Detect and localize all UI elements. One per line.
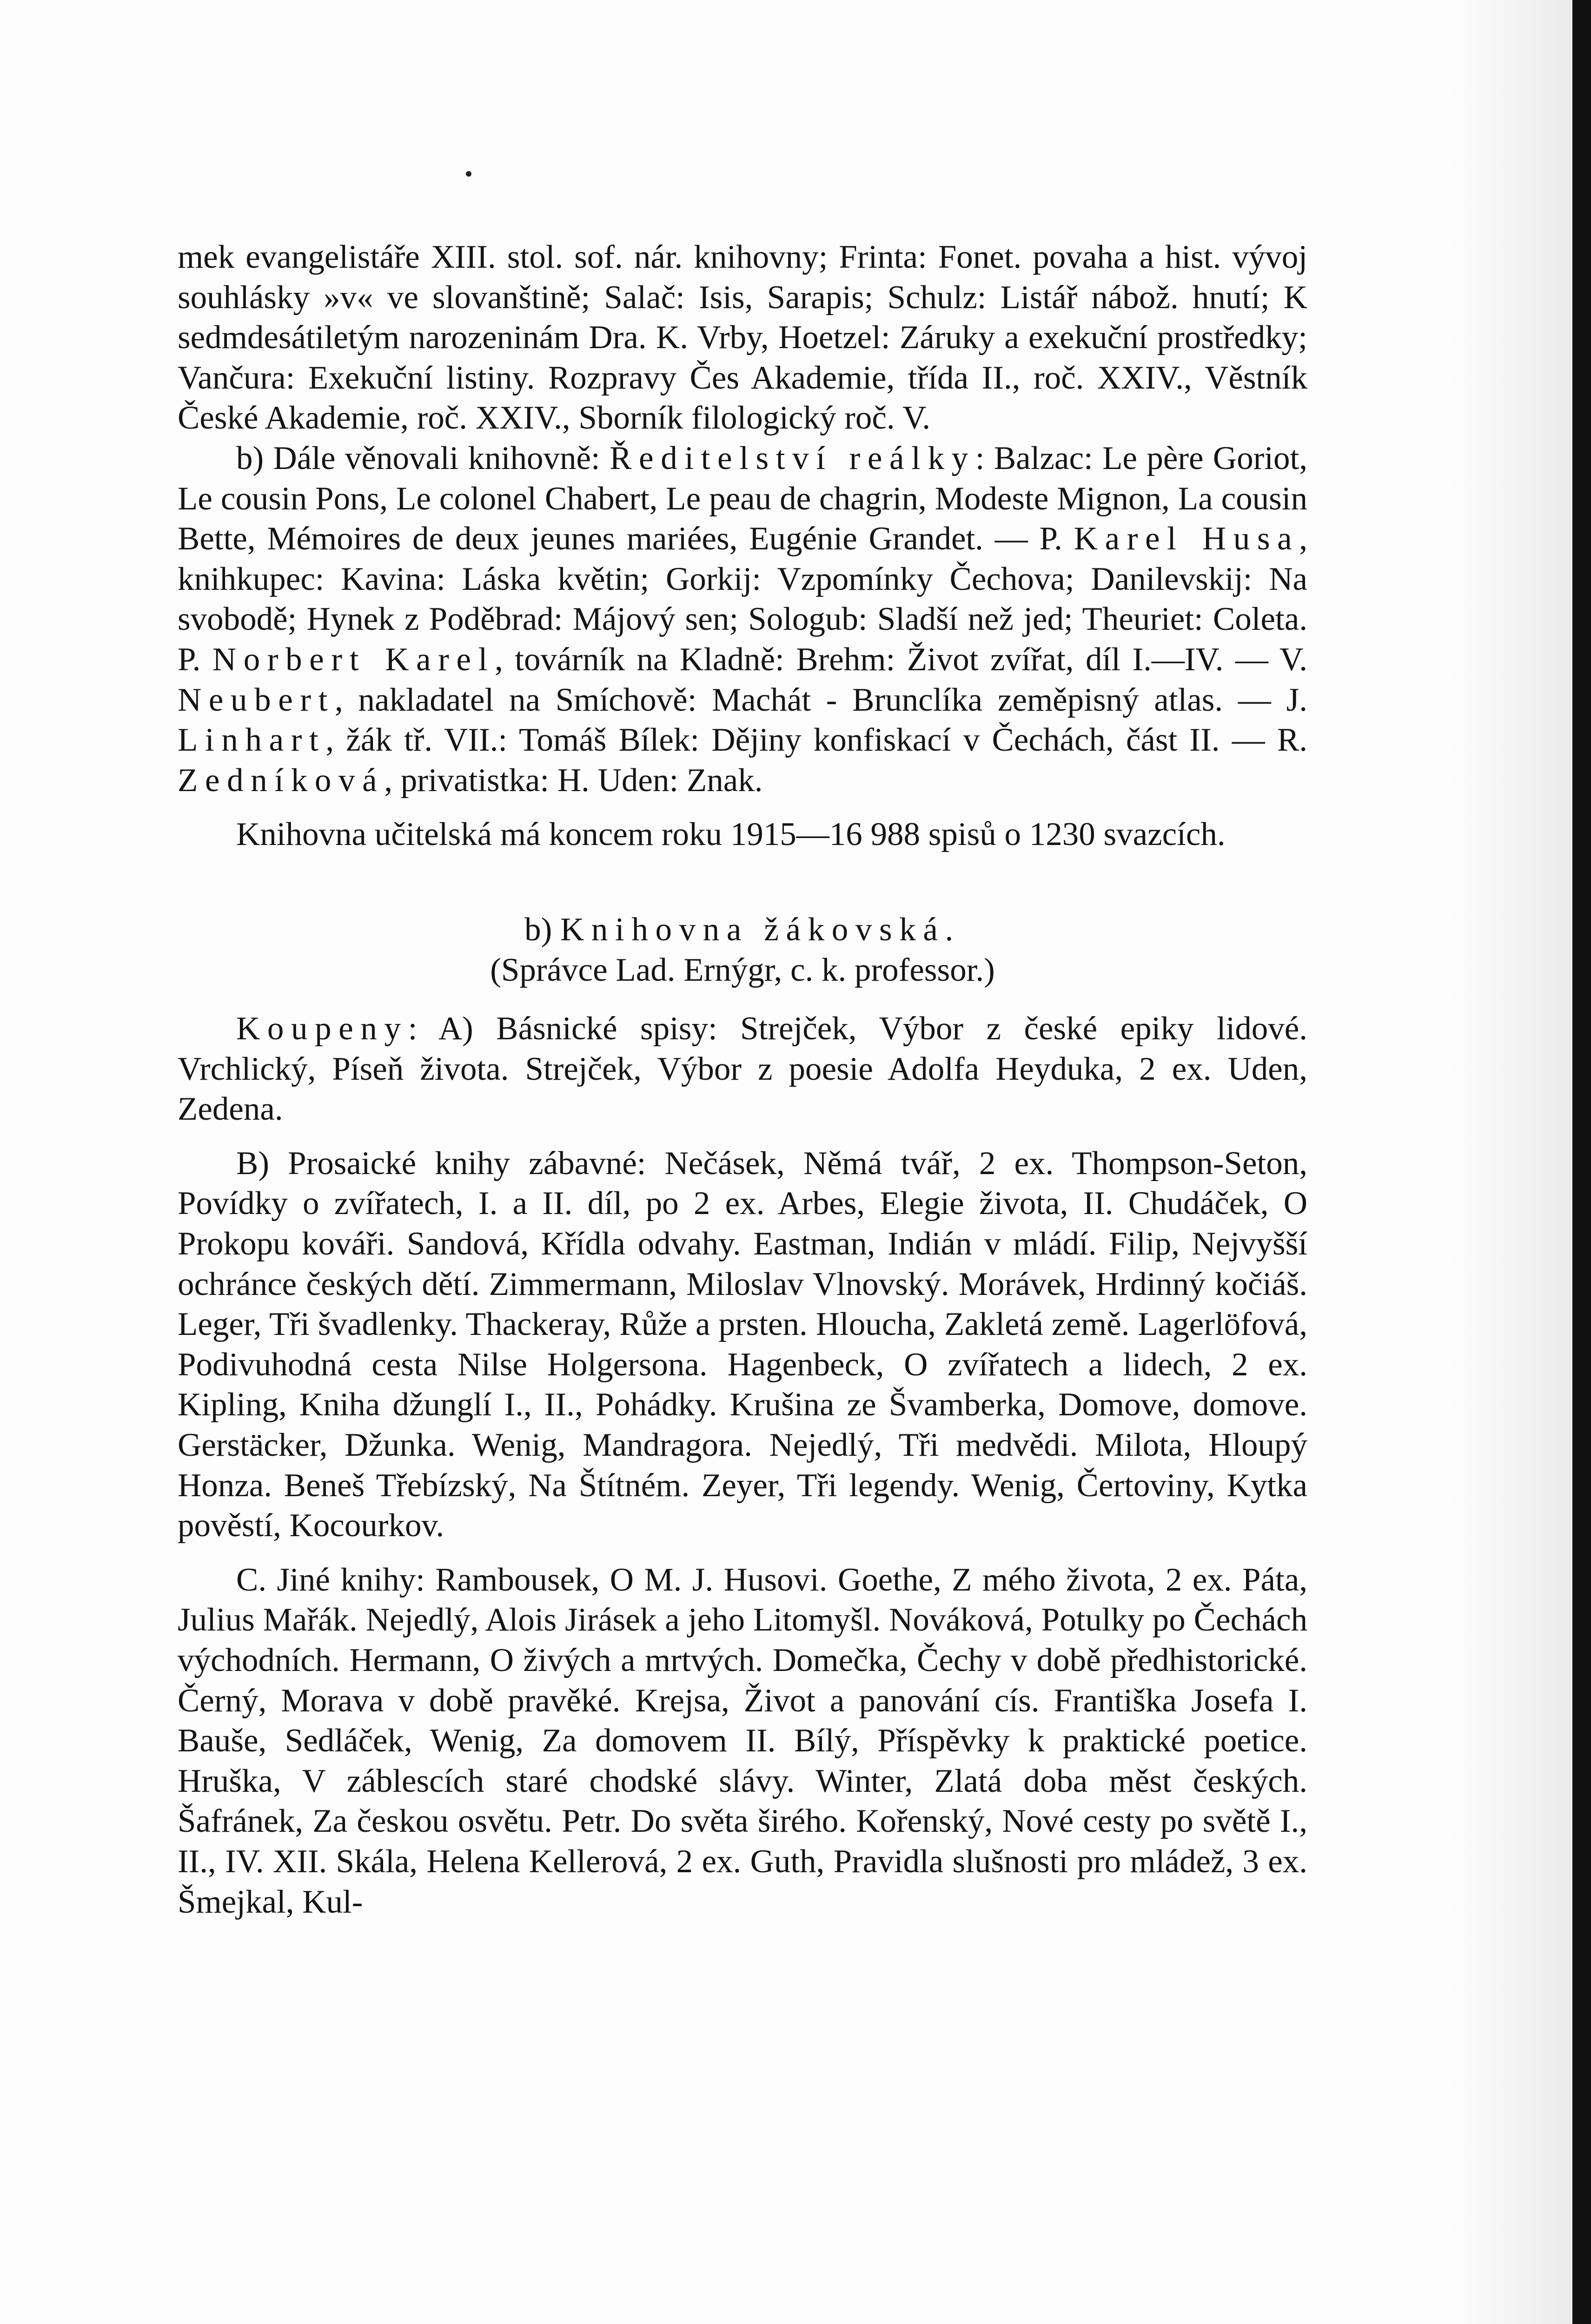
- donor-name: Ředitelství reálky: [610, 440, 975, 476]
- section-heading: [178, 910, 1307, 950]
- donor-name: Zedníková: [178, 762, 384, 799]
- section-heading-prefix: b): [524, 911, 561, 948]
- paragraph-prose-books: B) Prosaické knihy zábavné: Nečásek, Němá tvář, 2 ex. Thompson-Seton, Povídky o zvířatech, I. a II. díl, po 2 ex. Arbes, Elegie života, II. Chudáček, O Prokopu kováři. Sandová, Křídla odvahy. Eastman, Indián v mládí. Filip, Nejvyšší ochránce českých dětí. Zimmermann, Miloslav Vlnovský. Morávek, Hrdinný kočiáš. Leger, Tři švadlenky. Thackeray, Růže a prsten. Hloucha, Zakletá země. Lagerlöfová, Podivuhodná cesta Nilse Holgersona. Hagenbeck, O zvířatech a lidech, 2 ex. Kipling, Kniha džunglí I., II., Pohádky. Krušina ze Švamberka, Domove, domove. Gerstäcker, Džunka. Wenig, Mandragora. Nejedlý, Tři medvědi. Milota, Hloupý Honza. Beneš Třebízský, Na Štítném. Zeyer, Tři legendy. Wenig, Čertoviny, Kytka pověstí, Kocourkov.: [178, 1145, 1307, 1544]
- scan-border-right: [1572, 0, 1591, 2324]
- donation-text: , knihkupec: Kavina: Láska květin; Gorkij: Vzpomínky Čechova; Danilevskij: Na svobodě; Hynek z Poděbrad: Májový sen; Sologub: Sladší než jed; Theuriet: Coleta. P.: [178, 521, 1307, 678]
- paragraph-donations: [178, 438, 1307, 800]
- donation-text: : Balzac: Le père Goriot, Le cousin Pons, Le colonel Chabert, Le peau de chagrin, Modeste Mignon, La cousin Bette, Mémoires de deux jeunes mariées, Eugénie Grandet. — P.: [178, 440, 1307, 557]
- donor-name: Linhart: [178, 722, 326, 759]
- body-text: [178, 237, 1307, 1922]
- paragraph-continuation: mek evangelistáře XIII. stol. sof. nár. knihovny; Frinta: Fonet. povaha a hist. vývoj souhlásky »v« ve slovanštině; Salač: Isis, Sarapis; Schulz: Listář nábož. hnutí; K sedmdesátiletým narozeninám Dra. K. Vrby, Hoetzel: Záruky a exekuční prostředky; Vančura: Exekuční listiny. Rozpravy Čes Akademie, třída II., roč. XXIV., Věstník České Akademie, roč. XXIV., Sborník filologický roč. V.: [178, 239, 1307, 436]
- paragraph-other-books: C. Jiné knihy: Rambousek, O M. J. Husovi. Goethe, Z mého života, 2 ex. Páta, Julius Mařák. Nejedlý, Alois Jirásek a jeho Litomyšl. Nováková, Potulky po Čechách východních. Hermann, O živých a mrtvých. Domečka, Čechy v době předhistorické. Černý, Morava v době pravěké. Krejsa, Život a panování cís. Františka Josefa I. Bauše, Sedláček, Wenig, Za domovem II. Bílý, Příspěvky k praktické poetice. Hruška, V záblescích staré chodské slávy. Winter, Zlatá doba měst českých. Šafránek, Za českou osvětu. Petr. Do světa širého. Kořenský, Nové cesty po světě I., II., IV. XII. Skála, Helena Kellerová, 2 ex. Guth, Pravidla slušnosti pro mládež, 3 ex. Šmejkal, Kul-: [178, 1561, 1307, 1920]
- section-subheading: (Správce Lad. Ernýgr, c. k. professor.): [490, 951, 995, 988]
- section-heading-title: Knihovna žákovská.: [560, 911, 961, 948]
- donor-name: Karel Husa: [1074, 521, 1299, 557]
- donations-lead: b) Dále věnovali knihovně:: [236, 440, 610, 476]
- donation-text: , žák tř. VII.: Tomáš Bílek: Dějiny konfiskací v Čechách, část II. — R.: [325, 722, 1307, 759]
- paragraph-purchased: [178, 1009, 1307, 1129]
- purchased-label: Koupeny: [236, 1010, 408, 1047]
- donor-name: Neubert: [178, 681, 335, 718]
- donor-name: Norbert Karel: [212, 641, 495, 678]
- paragraph-library-total: Knihovna učitelská má koncem roku 1915—16 988 spisů o 1230 svazcích.: [236, 816, 1226, 853]
- ink-speck: [466, 171, 471, 177]
- purchased-text: : A) Básnické spisy: Strejček, Výbor z české epiky lidové. Vrchlický, Píseň života. Strejček, Výbor z poesie Adolfa Heyduka, 2 ex. Uden, Zedena.: [178, 1010, 1307, 1128]
- donation-text: , privatistka: H. Uden: Znak.: [384, 762, 763, 799]
- donation-text: , nakladatel na Smíchově: Machát - Brunclíka zeměpisný atlas. — J.: [335, 681, 1307, 718]
- page-edge-shadow: [1452, 0, 1572, 2324]
- donation-text: , továrník na Kladně: Brehm: Život zvířat, díl I.—IV. — V.: [494, 641, 1308, 678]
